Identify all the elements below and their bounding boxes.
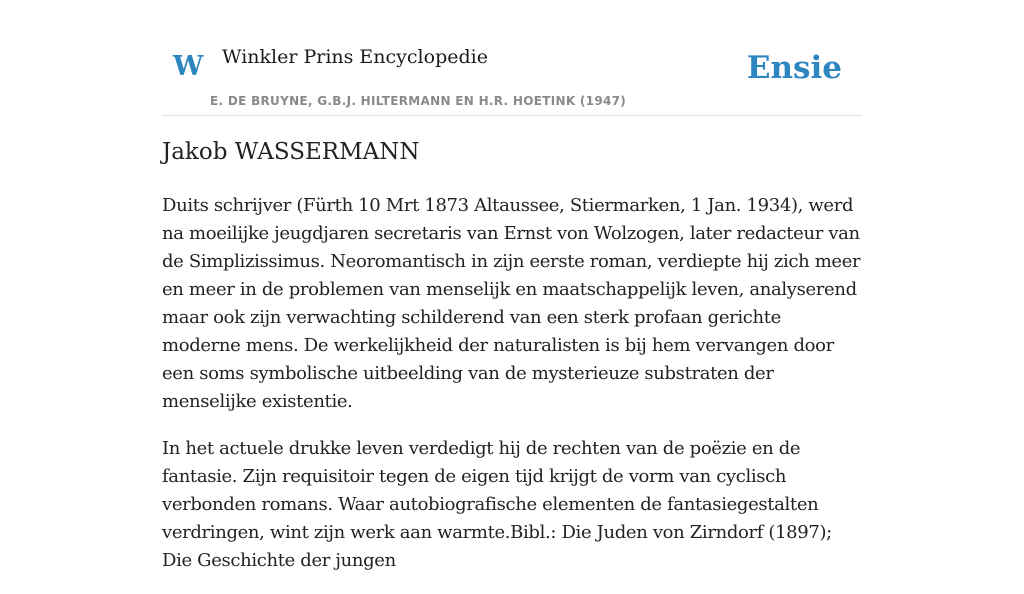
encyclopedia-authors: E. DE BRUYNE, G.B.J. HILTERMANN EN H.R. HOETINK (1947) <box>210 94 627 108</box>
ensie-logo[interactable]: Ensie <box>746 50 842 86</box>
article-paragraph-2: In het actuele drukke leven verdedigt hij de rechten van de poëzie en de fantasie. Zijn requisitoir tegen de eigen tijd krijgt de vorm van cyclisch verbonden romans. Waar autobiografische elementen de fantasiegestalten verdringen, wint zijn werk aan warmte.Bibl.: Die Juden von Zirndorf (1897); Die Geschichte der jungen <box>162 438 832 571</box>
site-header <box>162 36 862 116</box>
article-body <box>162 192 862 594</box>
winkler-prins-logo[interactable]: W <box>173 51 204 82</box>
article-title: Jakob WASSERMANN <box>162 139 420 165</box>
article-paragraph-1: Duits schrijver (Fürth 10 Mrt 1873 Altaussee, Stiermarken, 1 Jan. 1934), werd na moeilijke jeugdjaren secretaris van Ernst von Wolzogen, later redacteur van de Simplizissimus. Neoromantisch in zijn eerste roman, verdiepte hij zich meer en meer in de problemen van menselijk en maatschappelijk leven, analyserend maar ook zijn verwachting schilderend van een sterk profaan gerichte moderne mens. De werkelijkheid der naturalisten is bij hem vervangen door een soms symbolische uitbeelding van de mysterieuze substraten der menselijke existentie. <box>162 195 861 412</box>
encyclopedia-title[interactable]: Winkler Prins Encyclopedie <box>222 46 488 68</box>
